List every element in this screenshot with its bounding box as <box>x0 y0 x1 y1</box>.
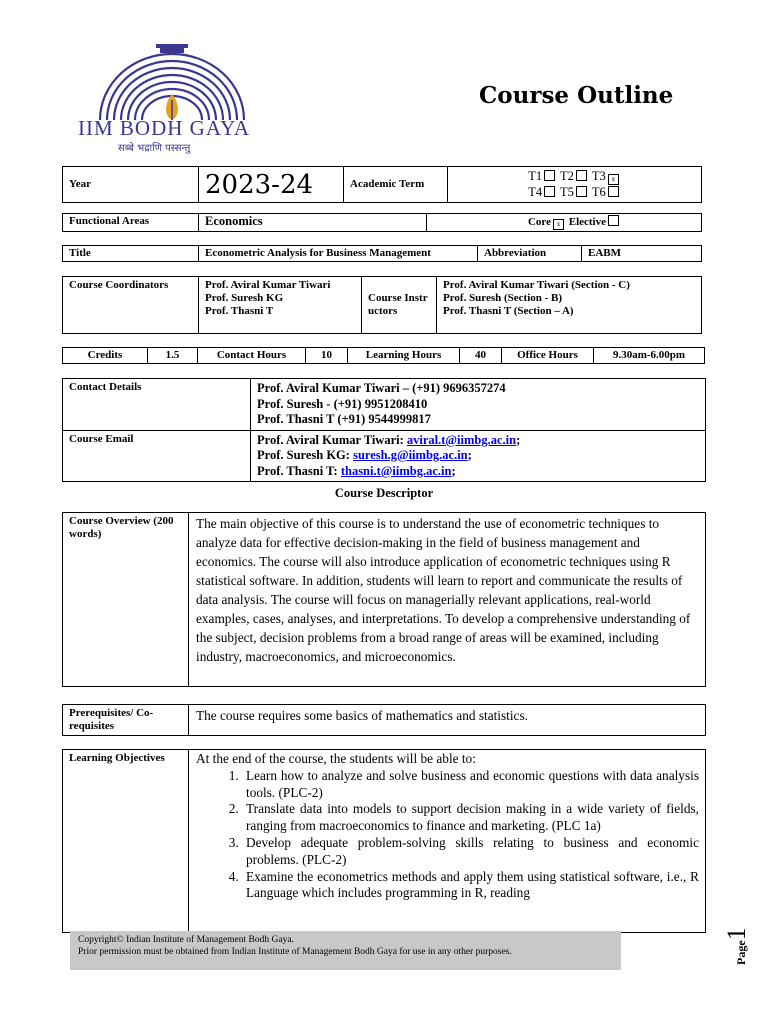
coordinators-list <box>199 277 362 334</box>
course-email-list <box>251 430 706 482</box>
term-t4-checkbox[interactable] <box>544 186 555 197</box>
coordinator-item: Prof. Thasni T <box>205 305 274 317</box>
learning-hours-label: Learning Hours <box>348 348 460 364</box>
contact-hours-value: 10 <box>306 348 348 364</box>
logo-motto: सब्बे भद्राणि पस्सन्तु <box>118 143 191 154</box>
permission-line: Prior permission must be obtained from Indian Institute of Management Bodh Gaya for use in any other purposes. <box>78 947 512 957</box>
contact-details-list <box>251 379 706 431</box>
course-email-label: Course Email <box>63 430 251 482</box>
term-options <box>448 167 702 203</box>
objective-item: 1. Learn how to analyze and solve business and economic questions with data analysis tools. (PLC-2) <box>242 768 699 802</box>
page-number <box>722 915 752 965</box>
overview-table <box>62 512 706 687</box>
coordinator-item: Prof. Suresh KG <box>205 292 284 304</box>
logo-name: IIM BODH GAYA <box>78 116 251 140</box>
contact-table <box>62 378 706 482</box>
functional-areas-value: Economics <box>199 214 427 232</box>
email-link[interactable]: thasni.t@iimbg.ac.in <box>340 463 452 478</box>
term-line-1: T1 T2 T3 x <box>454 169 695 185</box>
copyright-line: Copyright© Indian Institute of Management Bodh Gaya. <box>78 935 294 945</box>
coordinator-item: Prof. Aviral Kumar Tiwari <box>205 279 331 291</box>
copyright-footer <box>70 931 621 970</box>
functional-areas-label: Functional Areas <box>63 214 199 232</box>
objective-item: 3. Develop adequate problem-solving skills relating to business and economic problems. (PLC-2) <box>242 835 699 869</box>
objectives-intro: At the end of the course, the students will be able to: <box>196 751 476 766</box>
instructor-item: Prof. Suresh (Section - B) <box>443 292 563 304</box>
term-line-2: T4 T5 T6 <box>454 185 695 200</box>
objectives-table <box>62 749 706 933</box>
email-line: Prof. Aviral Kumar Tiwari: aviral.t@iimbg.ac.in; <box>257 432 521 447</box>
term-label: Academic Term <box>344 167 448 203</box>
term-t1-checkbox[interactable] <box>544 170 555 181</box>
contact-line: Prof. Aviral Kumar Tiwari – (+91) 9696357274 <box>257 381 506 395</box>
contact-details-label: Contact Details <box>63 379 251 431</box>
instructors-list <box>437 277 702 334</box>
email-link[interactable]: suresh.g@iimbg.ac.in <box>353 448 468 462</box>
overview-text: The main objective of this course is to understand the use of econometric techniques to analyze data for effective decision-making in the field of business management and economics. The course will also introduce application of econometric techniques using R statistical software. In addition, students will learn to report and communicate the results of data analysis. The course will focus on managerially relevant applications, real-world examples, cases, analyses, and interpretations. To develop a comprehensive understanding of the subject, decision problems from a broad range of areas will be examined, including industry, macroeconomics, and microeconomics. <box>189 513 706 687</box>
credits-label: Credits <box>63 348 148 364</box>
year-table <box>62 166 702 203</box>
institute-logo <box>72 38 272 156</box>
prereq-label: Prerequisites/ Co-requisites <box>63 705 189 736</box>
term-t3-checkbox[interactable]: x <box>608 174 619 185</box>
objective-item: 2. Translate data into models to support decision making in a wide variety of fields, ranging from macroeconomics to finance and marketing. (PLC 1a) <box>242 801 699 835</box>
overview-label: Course Overview (200 words) <box>63 513 189 687</box>
coordinators-table <box>62 276 702 334</box>
page-label: Page <box>734 940 748 965</box>
office-hours-label: Office Hours <box>502 348 594 364</box>
core-checkbox[interactable]: x <box>553 219 564 230</box>
contact-line: Prof. Thasni T (+91) 9544999817 <box>257 412 431 426</box>
contact-line: Prof. Suresh - (+91) 9951208410 <box>257 396 428 411</box>
descriptor-heading: Course Descriptor <box>334 486 434 500</box>
title-table <box>62 245 702 262</box>
term-t6-checkbox[interactable] <box>608 186 619 197</box>
learning-hours-value: 40 <box>460 348 502 364</box>
objectives-list <box>196 768 699 902</box>
title-value: Econometric Analysis for Business Management <box>199 246 478 262</box>
term-t5-checkbox[interactable] <box>576 186 587 197</box>
elective-checkbox[interactable] <box>608 215 619 226</box>
abbreviation-value: EABM <box>582 246 702 262</box>
year-label: Year <box>63 167 199 203</box>
coordinators-label: Course Coordinators <box>63 277 199 334</box>
objectives-content <box>189 750 706 933</box>
credits-table <box>62 347 705 364</box>
abbreviation-label: Abbreviation <box>478 246 582 262</box>
page-number-value: 1 <box>722 927 751 941</box>
core-elective: Core x Elective <box>427 214 702 232</box>
year-value: 2023-24 <box>199 167 344 203</box>
credits-value: 1.5 <box>148 348 198 364</box>
title-label: Title <box>63 246 199 262</box>
prereq-table <box>62 704 706 736</box>
functional-areas-table <box>62 213 702 232</box>
contact-hours-label: Contact Hours <box>198 348 306 364</box>
term-t2-checkbox[interactable] <box>576 170 587 181</box>
page-title: Course Outline <box>479 82 674 109</box>
email-line: Prof. Suresh KG: suresh.g@iimbg.ac.in; <box>257 448 472 462</box>
prereq-text: The course requires some basics of mathematics and statistics. <box>189 705 706 736</box>
logo-arches-icon <box>72 38 272 128</box>
email-link[interactable]: aviral.t@iimbg.ac.in <box>406 432 517 447</box>
instructor-item: Prof. Aviral Kumar Tiwari (Section - C) <box>443 279 630 291</box>
instructor-item: Prof. Thasni T (Section – A) <box>443 305 574 317</box>
email-line: Prof. Thasni T: thasni.t@iimbg.ac.in; <box>257 463 456 478</box>
objectives-label: Learning Objectives <box>63 750 189 933</box>
instructors-label: Course Instructors <box>362 277 437 334</box>
office-hours-value: 9.30am-6.00pm <box>594 348 705 364</box>
objective-item: 4. Examine the econometrics methods and apply them using statistical software, i.e., R Language which includes programming in R, reading <box>242 869 699 903</box>
